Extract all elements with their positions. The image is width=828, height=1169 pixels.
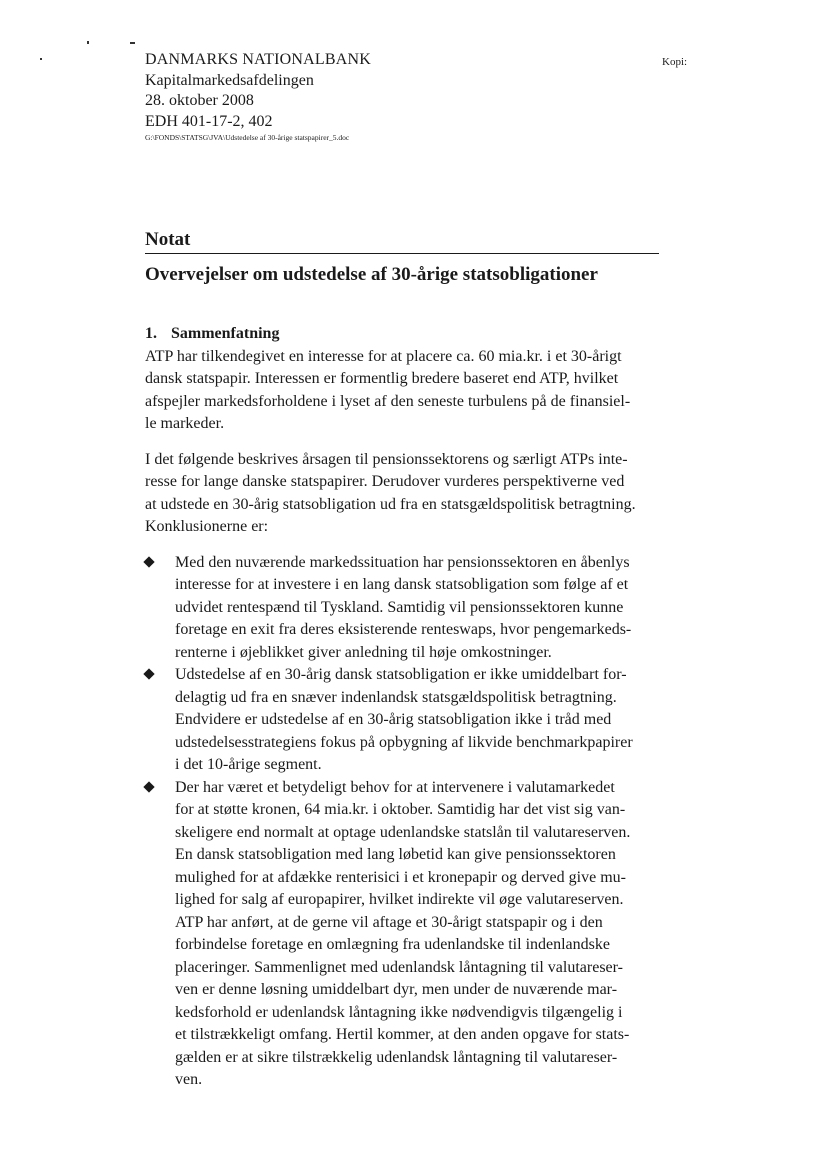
text-line: Der har været et betydeligt behov for at intervenere i valutamarkedet bbox=[175, 778, 615, 796]
text-line: afspejler markedsforholdene i lyset af den seneste turbulens på de finansiel- bbox=[145, 392, 631, 410]
bank-name: DANMARKS NATIONALBANK bbox=[145, 51, 371, 68]
text-line: at udstede en 30-årig statsobligation ud fra en statsgældspolitisk betragtning. bbox=[145, 495, 636, 513]
document-date: 28. oktober 2008 bbox=[145, 92, 254, 109]
text-line: delagtig ud fra en snæver indenlandsk statsgældspolitisk betragtning. bbox=[175, 688, 617, 706]
text-line: Endvidere er udstedelse af en 30-årig statsobligation ikke i tråd med bbox=[175, 711, 612, 728]
file-path: G:\FONDS\STATSG\JVA\Udstedelse af 30-årige statspapirer_5.doc bbox=[145, 133, 350, 142]
text-line: i det 10-årige segment. bbox=[175, 756, 322, 773]
text-line: dansk statspapir. Interessen er formentlig bredere baseret end ATP, hvilket bbox=[145, 370, 619, 387]
text-line: Med den nuværende markedssituation har pensionssektoren en åbenlys bbox=[175, 553, 630, 571]
section-number: 1. bbox=[145, 325, 157, 342]
text-line: resse for lange danske statspapirer. Derudover vurderes perspektiverne ved bbox=[145, 473, 625, 490]
text-line: ATP har anført, at de gerne vil aftage et 30-årigt statspapir og i den bbox=[175, 913, 603, 931]
text-line: I det følgende beskrives årsagen til pensionssektorens og særligt ATPs inte- bbox=[145, 450, 628, 468]
text-line: et tilstrækkeligt omfang. Hertil kommer, at den anden opgave for stats- bbox=[175, 1026, 630, 1043]
scan-speck bbox=[87, 41, 89, 44]
document-body bbox=[145, 323, 660, 1092]
list-item bbox=[145, 552, 660, 665]
text-line: interesse for at investere i en lang dansk statsobligation som følge af et bbox=[175, 576, 629, 593]
text-line: skeligere end normalt at optage udenlandske statslån til valutareserven. bbox=[175, 823, 631, 841]
text-line: Konklusionerne er: bbox=[145, 518, 269, 535]
text-line: Udstedelse af en 30-årig dansk statsobligation er ikke umiddelbart for- bbox=[175, 666, 627, 683]
diamond-bullet-icon bbox=[143, 668, 154, 679]
text-line: le markeder. bbox=[145, 415, 225, 432]
diamond-bullet-icon bbox=[143, 556, 154, 567]
list-item bbox=[145, 664, 660, 777]
department-name: Kapitalmarkedsafdelingen bbox=[145, 71, 314, 89]
diamond-bullet-icon bbox=[143, 781, 154, 792]
section-heading bbox=[145, 323, 660, 346]
copy-label: Kopi: bbox=[662, 56, 688, 68]
text-line: forbindelse foretage en omlægning fra udenlandske til indenlandske bbox=[175, 936, 610, 953]
text-line: udvidet rentespænd til Tyskland. Samtidig vil pensionssektoren kunne bbox=[175, 598, 624, 616]
text-line: lighed for salg af europapirer, hvilket indirekte vil øge valutareserven. bbox=[175, 891, 624, 908]
text-line: kedsforhold er udenlandsk låntagning ikke nødvendigvis tilgængelig i bbox=[175, 1003, 623, 1021]
list-item bbox=[145, 777, 660, 1092]
text-line: for at støtte kronen, 64 mia.kr. i oktober. Samtidig har det vist sig van- bbox=[175, 801, 626, 818]
paragraph bbox=[145, 346, 660, 436]
paragraph bbox=[145, 449, 660, 539]
text-line: mulighed for at afdække renterisici i et kronepapir og derved give mu- bbox=[175, 868, 626, 886]
scan-speck bbox=[130, 42, 135, 44]
text-line: ATP har tilkendegivet en interesse for at placere ca. 60 mia.kr. i et 30-årigt bbox=[145, 347, 622, 365]
letterhead bbox=[145, 50, 371, 144]
document-title: Overvejelser om udstedelse af 30-årige statsobligationer bbox=[145, 264, 598, 285]
conclusion-list bbox=[145, 552, 660, 1092]
text-line: renterne i øjeblikket giver anledning til høje omkostninger. bbox=[175, 643, 552, 661]
text-line: ven er denne løsning umiddelbart dyr, men under de nuværende mar- bbox=[175, 981, 618, 998]
text-line: gælden er at sikre tilstrækkelig udenlandsk låntagning til valutareser- bbox=[175, 1048, 618, 1066]
text-line: udstedelsesstrategiens fokus på opbygning af likvide benchmarkpapirer bbox=[175, 733, 633, 751]
section-title: Sammenfatning bbox=[171, 325, 280, 342]
text-line: En dansk statsobligation med lang løbetid kan give pensionssektoren bbox=[175, 846, 616, 863]
text-line: placeringer. Sammenlignet med udenlandsk låntagning til valutareser- bbox=[175, 958, 623, 976]
document-type: Notat bbox=[145, 229, 659, 254]
reference-number: EDH 401-17-2, 402 bbox=[145, 112, 273, 130]
text-line: ven. bbox=[175, 1071, 203, 1088]
text-line: foretage en exit fra deres eksisterende renteswaps, hvor pengemarkeds- bbox=[175, 621, 632, 638]
scan-speck bbox=[40, 58, 42, 60]
